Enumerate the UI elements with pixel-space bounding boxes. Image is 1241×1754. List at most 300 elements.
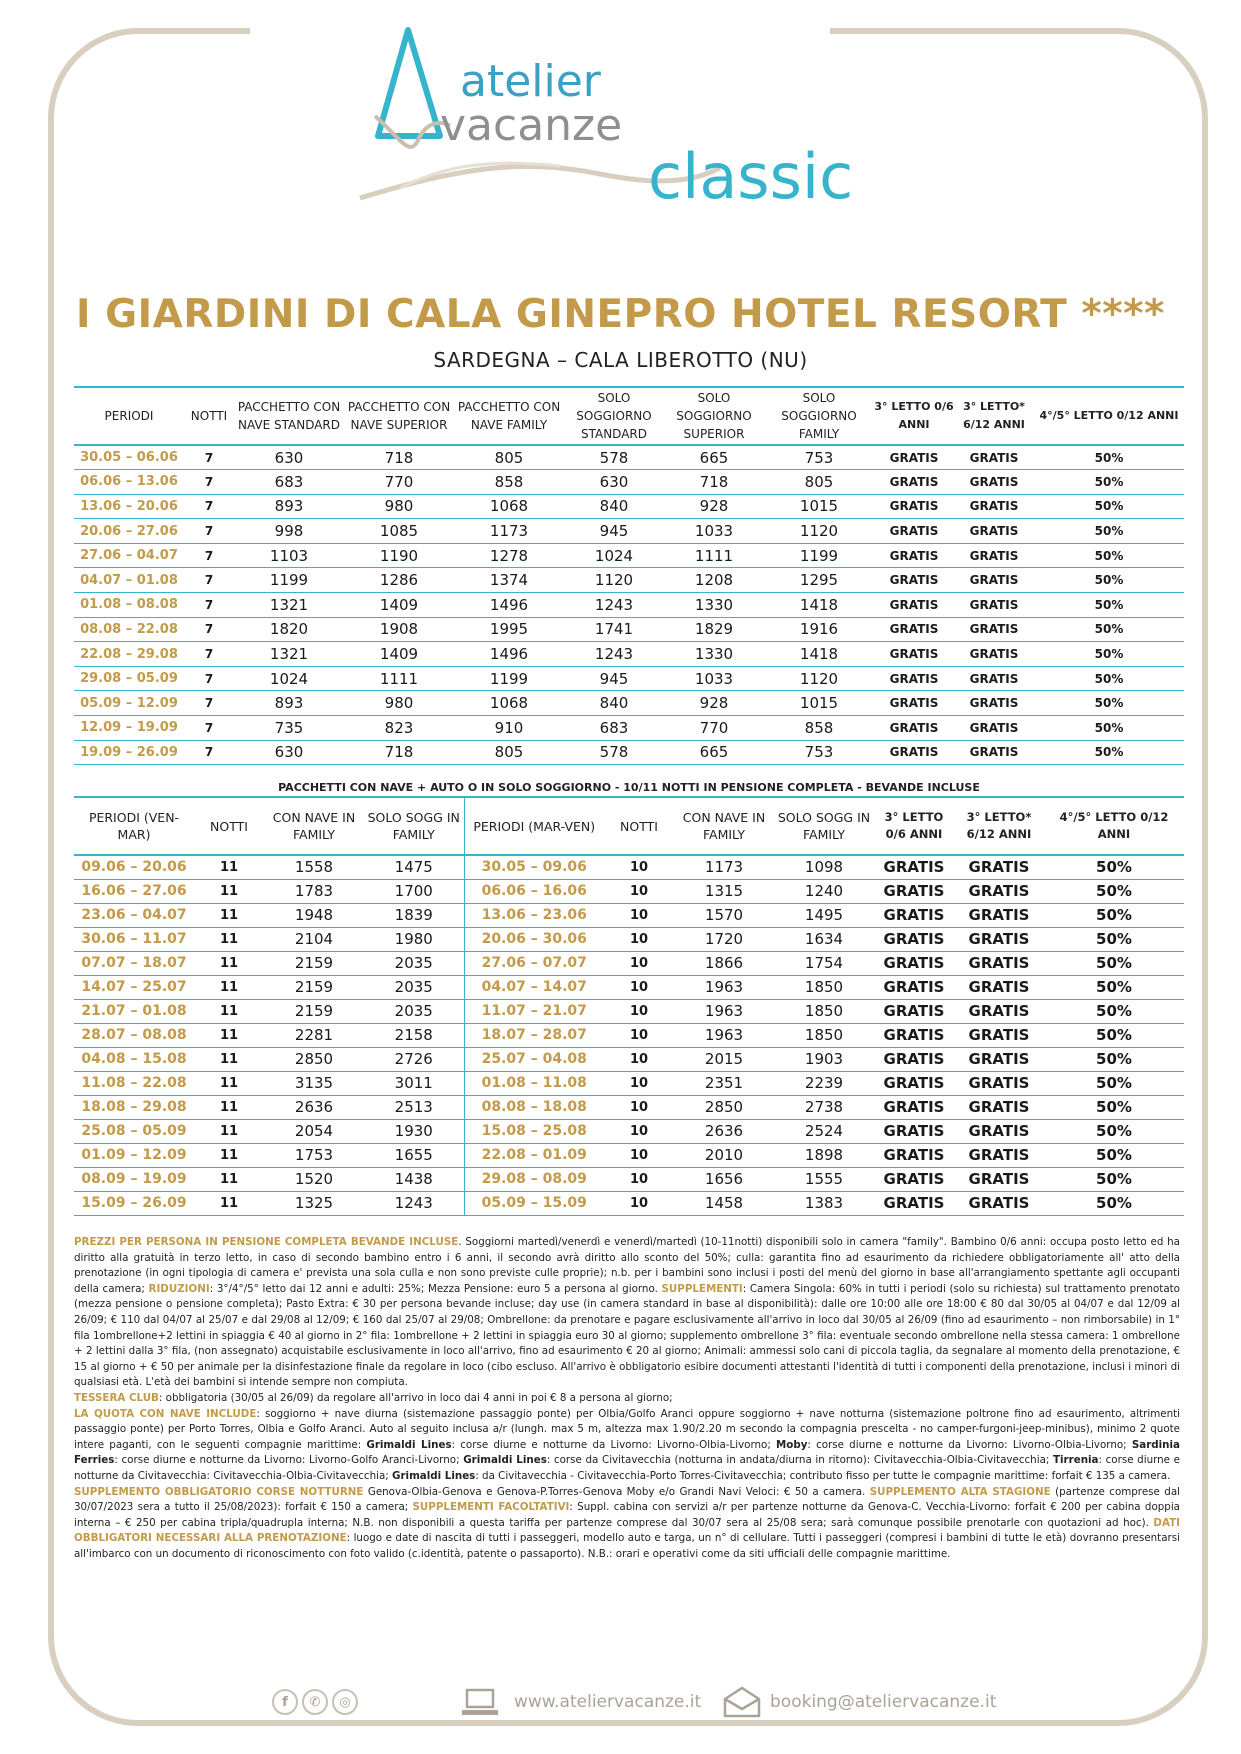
table-row — [74, 519, 1184, 544]
table-cell: 1315 — [704, 882, 744, 900]
table-cell: 1024 — [269, 669, 309, 688]
table-cell: 7 — [204, 548, 214, 563]
notes-bold: Tirrenia — [1053, 1454, 1099, 1467]
table-cell: 1321 — [269, 645, 309, 664]
table-cell: 1015 — [799, 497, 839, 516]
table-cell: 805 — [804, 472, 834, 491]
notes-text: : corse diurne e notturne da Livorno: Livorno-Olbia-Livorno; — [807, 1438, 1132, 1451]
table-cell: GRATIS — [968, 882, 1030, 900]
whatsapp-icon[interactable]: ✆ — [302, 1689, 328, 1715]
table-cell: GRATIS — [883, 1122, 945, 1140]
table-cell: 11 — [219, 883, 239, 899]
table-cell: GRATIS — [968, 858, 1030, 877]
table-cell: 22.08 – 29.08 — [80, 646, 178, 662]
table-cell: 2524 — [804, 1122, 844, 1140]
table-cell: 10 — [629, 1099, 649, 1115]
table-cell: 1199 — [799, 546, 839, 565]
notes-heading: DATI OBBLIGATORI NECESSARI ALLA PRENOTAZIONE — [74, 1516, 1180, 1545]
table-cell: GRATIS — [883, 1170, 945, 1188]
table-cell: 3135 — [294, 1074, 334, 1092]
table-cell: 2726 — [394, 1050, 433, 1068]
table-cell: 04.07 – 14.07 — [464, 975, 604, 999]
column-header: NOTTI — [210, 818, 248, 834]
table-cell: GRATIS — [883, 1026, 945, 1044]
table-cell: 29.08 – 08.09 — [464, 1167, 604, 1191]
table-cell: 753 — [804, 448, 834, 467]
table-cell: 7 — [204, 720, 214, 735]
table-cell: 11.08 – 22.08 — [81, 1075, 187, 1091]
table-row — [74, 903, 1184, 927]
table-cell: 29.08 – 05.09 — [80, 671, 178, 687]
notes-text: Genova-Olbia-Genova e Genova-P.Torres-Genova Moby e/o Grandi Navi Veloci: € 50 a camera. — [363, 1485, 870, 1498]
table-cell: 1839 — [394, 906, 433, 924]
table-cell: 50% — [1094, 548, 1124, 563]
table-cell: 08.09 – 19.09 — [81, 1171, 187, 1187]
table-cell: 805 — [494, 448, 524, 467]
notes-bold: Grimaldi Lines — [366, 1438, 452, 1451]
table-cell: 893 — [274, 694, 304, 713]
table-cell: 2035 — [394, 954, 433, 972]
table-cell: 10 — [629, 907, 649, 923]
table-cell: 1068 — [489, 497, 529, 516]
table-row — [74, 1071, 1184, 1095]
table-cell: 7 — [204, 597, 214, 612]
table-cell: 998 — [274, 522, 304, 541]
table-cell: 1866 — [704, 954, 744, 972]
table-cell: 50% — [1096, 1026, 1132, 1044]
notes-text: : corse da Civitavecchia (notturna in andata/diurna in ritorno): Civitavecchia-Olbia-Civitavecchia; — [546, 1454, 1053, 1467]
table-cell: 1850 — [804, 1002, 844, 1020]
table-cell: 11 — [219, 1147, 239, 1163]
table-cell: 1243 — [594, 645, 634, 664]
table-cell: 2239 — [804, 1074, 844, 1092]
table-cell: 1903 — [804, 1050, 844, 1068]
table-cell: GRATIS — [969, 647, 1019, 662]
table-cell: 1754 — [804, 954, 844, 972]
table-row — [74, 927, 1184, 951]
table-cell: 1120 — [799, 522, 839, 541]
table-cell: 718 — [384, 743, 414, 762]
table-cell: 30.06 – 11.07 — [81, 931, 187, 947]
table-cell: 06.06 – 13.06 — [80, 474, 178, 490]
table-row — [74, 999, 1184, 1023]
table-cell: 10 — [629, 955, 649, 971]
table-cell: 1409 — [379, 645, 419, 664]
table-cell: 1655 — [394, 1146, 433, 1164]
notes-heading: TESSERA CLUB — [74, 1391, 159, 1404]
table-cell: 7 — [204, 622, 214, 637]
table-cell: 805 — [494, 743, 524, 762]
table-cell: 10 — [629, 1075, 649, 1091]
table-cell: 13.06 – 20.06 — [80, 498, 178, 514]
table-cell: 910 — [494, 718, 524, 737]
table-cell: 05.09 – 12.09 — [80, 695, 178, 711]
table-cell: 2636 — [704, 1122, 744, 1140]
table-cell: 840 — [599, 694, 629, 713]
notes-heading: RIDUZIONI — [148, 1282, 210, 1295]
table-row — [74, 470, 1184, 495]
notes-bold: Moby — [776, 1438, 808, 1451]
table-cell: 1033 — [694, 669, 734, 688]
table-cell: 1085 — [379, 522, 419, 541]
table-cell: 2850 — [704, 1098, 744, 1116]
footer — [0, 1682, 1241, 1722]
table-cell: 1409 — [379, 595, 419, 614]
table-cell: 1278 — [489, 546, 529, 565]
table-cell: 2636 — [294, 1098, 334, 1116]
column-header: SOLO SOGGIORNO FAMILY — [781, 391, 857, 441]
table-row — [74, 666, 1184, 691]
table-cell: 1475 — [394, 858, 433, 877]
table-cell: 06.06 – 16.06 — [464, 879, 604, 903]
table-cell: 770 — [384, 472, 414, 491]
table-cell: 1700 — [394, 882, 433, 900]
table-cell: 1120 — [594, 571, 634, 590]
notes-text: : da Civitavecchia - Civitavecchia-Porto Torres-Civitavecchia; contributo fisso per tutte le compagnie marittime: forfait € 135 a camera. — [475, 1469, 1171, 1482]
table-cell: 11.07 – 21.07 — [464, 999, 604, 1023]
column-header: PERIODI (VEN-MAR) — [88, 810, 180, 842]
table-cell: 1948 — [294, 906, 334, 924]
table-cell: 10 — [629, 1123, 649, 1139]
column-header: CON NAVE IN FAMILY — [682, 810, 766, 842]
table-cell: 18.08 – 29.08 — [81, 1099, 187, 1115]
table-cell: 1418 — [799, 595, 839, 614]
table-cell: 823 — [384, 718, 414, 737]
website-url: www.ateliervacanze.it — [514, 1692, 702, 1712]
table-cell: 1753 — [294, 1146, 334, 1164]
notes-text: : luogo e date di nascita di tutti i passeggeri, modello auto e targa, un n° di cellulare. Tutti i passeggeri (compresi i bambini di tutte le età) dovranno presentarsi all'imbarco con un documento di riconoscimento con foto valido (c.identità, patente o passaporto). N.B.: orari e operativi come da siti ufficiali delle compagnie marittime. — [74, 1532, 1180, 1560]
notes-text: : soggiorno + nave diurna (sistemazione passaggio ponte) per Olbia/Golfo Aranci oppure soggiorno + nave notturna (sistemazione poltrone fino ad esaurimento, altrimenti passaggio ponte) per Porto Torres, Olbia e Golfo Aranci. Auto al seguito inclusa a/r (lungh. max 5 m, altezza max 1.90/2.20 m secondo la compagnia prescelta - no camper-furgoni-jeep-minibus), minimo 2 quote intere paganti, con le seguenti compagnie marittime: — [74, 1407, 1181, 1451]
table-row — [74, 1143, 1184, 1167]
table-cell: 11 — [219, 1123, 239, 1139]
table-cell: 1898 — [804, 1146, 844, 1164]
table-cell: 630 — [274, 448, 304, 467]
table-cell: 50% — [1094, 622, 1124, 637]
table-cell: 1418 — [799, 645, 839, 664]
table-cell: 1520 — [294, 1170, 334, 1188]
email-address: booking@ateliervacanze.it — [770, 1692, 997, 1712]
table-cell: GRATIS — [968, 1122, 1030, 1140]
table-cell: GRATIS — [883, 1146, 945, 1164]
table-cell: 04.08 – 15.08 — [81, 1051, 187, 1067]
table-cell: GRATIS — [969, 597, 1019, 612]
table-cell: 718 — [699, 472, 729, 491]
table-cell: GRATIS — [889, 474, 939, 489]
brand-logo — [340, 18, 900, 218]
table-cell: 09.06 – 20.06 — [81, 859, 187, 876]
table-cell: 10 — [629, 1051, 649, 1067]
table-cell: GRATIS — [889, 622, 939, 637]
notes-text: : obbligatoria (30/05 al 26/09) da regolare all'arrivo in loco dai 4 anni in poi € 8 a persona al giorno; — [158, 1391, 673, 1404]
table-cell: 2015 — [704, 1050, 744, 1068]
table-cell: 2281 — [294, 1026, 334, 1044]
table-cell: 945 — [599, 669, 629, 688]
table-row — [74, 716, 1184, 741]
table-cell: 50% — [1094, 720, 1124, 735]
table-cell: 1068 — [489, 694, 529, 713]
table-cell: 1741 — [594, 620, 634, 639]
table-cell: 16.06 – 27.06 — [81, 883, 187, 899]
table-cell: 7 — [204, 524, 214, 539]
notes-heading: SUPPLEMENTO OBBLIGATORIO CORSE NOTTURNE — [74, 1485, 364, 1498]
table-cell: 945 — [599, 522, 629, 541]
table2-caption: PACCHETTI CON NAVE + AUTO O IN SOLO SOGGIORNO - 10/11 NOTTI IN PENSIONE COMPLETA - BEVANDE INCLUSE — [278, 781, 980, 794]
notes-text: : corse diurne e notturne da Civitavecchia: Civitavecchia-Olbia-Civitavecchia; — [74, 1454, 1180, 1482]
table-cell: 50% — [1094, 474, 1124, 489]
table-cell: 18.07 – 28.07 — [464, 1023, 604, 1047]
column-header: PACCHETTO CON NAVE SUPERIOR — [347, 400, 451, 432]
table-cell: 15.08 – 25.08 — [464, 1119, 604, 1143]
table-cell: 50% — [1096, 1194, 1132, 1212]
table-cell: 1321 — [269, 595, 309, 614]
table-cell: GRATIS — [883, 906, 945, 924]
table-cell: 10 — [629, 979, 649, 995]
table-cell: 1850 — [804, 1026, 844, 1044]
brand-word-classic: classic — [648, 140, 854, 213]
table-cell: GRATIS — [883, 1050, 945, 1068]
table-cell: 2513 — [394, 1098, 433, 1116]
website-link[interactable] — [460, 1682, 701, 1722]
column-header: NOTTI — [190, 409, 228, 423]
table-cell: GRATIS — [968, 1026, 1030, 1044]
table-cell: 50% — [1096, 882, 1132, 900]
table-cell: GRATIS — [889, 671, 939, 686]
table-cell: 12.09 – 19.09 — [80, 720, 178, 736]
table-row — [74, 1095, 1184, 1119]
table-cell: 980 — [384, 694, 414, 713]
table-cell: 11 — [219, 1051, 239, 1067]
table-cell: 1908 — [379, 620, 419, 639]
table-cell: 50% — [1094, 671, 1124, 686]
notes-paragraph — [74, 1485, 1180, 1563]
notes-text: . Soggiorni martedì/venerdì e venerdì/martedì (10-11notti) disponibili solo in camera "family". Bambino 0/6 anni: occupa posto letto ed ha diritto alla gratuità in terzo letto, in caso di secondo bambino entro i 6 anni, il secondo avrà diritto allo sconto del 50%; culla: garantita fino ad esaurimento da richiedere obbligatoriamente all' atto della prenotazione (in ogni tipologia di camera e' prevista una sola culla e non sono previste culle proprie); n.b. per i bambini sono inclusi i posti del menù del giorno in base all'arrangiamento spettante agli occupanti della camera; — [74, 1236, 1180, 1295]
table-row — [74, 879, 1184, 903]
table-cell: 50% — [1096, 906, 1132, 924]
table-cell: GRATIS — [969, 696, 1019, 711]
table-cell: 735 — [274, 718, 304, 737]
table-cell: 08.08 – 18.08 — [464, 1095, 604, 1119]
table-cell: 1199 — [269, 571, 309, 590]
table-cell: 50% — [1096, 978, 1132, 996]
table-cell: 2738 — [804, 1098, 844, 1116]
table-cell: 7 — [204, 573, 214, 588]
table-cell: 50% — [1096, 1074, 1132, 1092]
table-cell: 7 — [204, 450, 214, 465]
table-cell: 1033 — [694, 522, 734, 541]
table-cell: 1458 — [704, 1194, 744, 1212]
table-cell: 50% — [1094, 696, 1124, 711]
column-header: SOLO SOGG IN FAMILY — [367, 810, 460, 842]
table-cell: GRATIS — [969, 499, 1019, 514]
price-table-10-11-nights — [74, 796, 1184, 1216]
table-row — [74, 1047, 1184, 1071]
laptop-icon — [460, 1686, 500, 1718]
table-cell: 1495 — [804, 906, 844, 924]
notes-text: : Suppl. cabina con servizi a/r per partenze notturne da Genova-C. Vecchia-Livorno: forfait € 200 per cabina doppia interna – € 250 per cabina tripla/quadrupla interna; N.B. non disponibili a questa tariffa per partenze comprese dal 30/07 sera al 25/08 sera; sarà comunque possibile prenotarle con quotazioni ad hoc). — [74, 1501, 1180, 1529]
table-cell: 50% — [1094, 450, 1124, 465]
table-cell: 21.07 – 01.08 — [81, 1003, 187, 1019]
table-cell: GRATIS — [968, 906, 1030, 924]
notes-heading: SUPPLEMENTI — [661, 1282, 743, 1295]
table-cell: 630 — [274, 743, 304, 762]
table-cell: 10 — [629, 1027, 649, 1043]
table-cell: GRATIS — [883, 978, 945, 996]
table-cell: 1173 — [704, 858, 744, 877]
table-cell: GRATIS — [968, 1074, 1030, 1092]
notes-text: (partenze comprese dal 30/07/2023 sera a tutto il 25/08/2023): forfait € 150 a camera; — [74, 1485, 1180, 1514]
table-cell: 25.08 – 05.09 — [81, 1123, 187, 1139]
table-cell: 15.09 – 26.09 — [81, 1195, 187, 1211]
table-cell: GRATIS — [968, 1050, 1030, 1068]
table-cell: 11 — [219, 859, 239, 875]
table-cell: 08.08 – 22.08 — [80, 621, 178, 637]
table-cell: GRATIS — [969, 474, 1019, 489]
table-cell: 11 — [219, 979, 239, 995]
price-table-7-nights — [74, 386, 1184, 765]
terms-notes — [74, 1235, 1180, 1562]
table-cell: 1103 — [269, 546, 309, 565]
table-cell: 7 — [204, 671, 214, 686]
table-cell: 2158 — [394, 1026, 433, 1044]
table-row — [74, 445, 1184, 470]
table-cell: 27.06 – 04.07 — [80, 548, 178, 564]
table-cell: 11 — [219, 1027, 239, 1043]
table-cell: 665 — [699, 743, 729, 762]
column-header: 3° LETTO* 6/12 ANNI — [966, 810, 1032, 841]
table-cell: 1963 — [704, 978, 744, 996]
column-header: PERIODI — [104, 409, 154, 423]
table-cell: 1243 — [594, 595, 634, 614]
table-cell: 2159 — [294, 978, 334, 996]
column-header: 4°/5° LETTO 0/12 ANNI — [1059, 810, 1169, 841]
table-cell: 858 — [804, 718, 834, 737]
column-header: PERIODI (MAR-VEN) — [464, 797, 604, 855]
table-cell: 2035 — [394, 978, 433, 996]
table-header-row — [74, 797, 1184, 855]
table-cell: GRATIS — [969, 548, 1019, 563]
table-cell: 04.07 – 01.08 — [80, 572, 178, 588]
table-cell: GRATIS — [968, 954, 1030, 972]
table-row — [74, 642, 1184, 667]
table-cell: 10 — [629, 1195, 649, 1211]
table-cell: 1438 — [394, 1170, 433, 1188]
table-cell: 1963 — [704, 1026, 744, 1044]
table-cell: 2351 — [704, 1074, 744, 1092]
table-cell: 50% — [1094, 499, 1124, 514]
table-cell: GRATIS — [969, 524, 1019, 539]
table-cell: 25.07 – 04.08 — [464, 1047, 604, 1071]
table-cell: 50% — [1096, 1170, 1132, 1188]
table-cell: GRATIS — [889, 720, 939, 735]
table-cell: 50% — [1096, 1002, 1132, 1020]
table-cell: GRATIS — [969, 450, 1019, 465]
table-header-row — [74, 387, 1184, 445]
table-cell: 01.08 – 11.08 — [464, 1071, 604, 1095]
table-cell: 50% — [1096, 1122, 1132, 1140]
table-cell: GRATIS — [968, 1170, 1030, 1188]
table-cell: 11 — [219, 955, 239, 971]
table-cell: 2104 — [294, 930, 334, 948]
table-cell: GRATIS — [889, 573, 939, 588]
table-cell: GRATIS — [889, 548, 939, 563]
table-cell: 683 — [274, 472, 304, 491]
table-cell: 50% — [1096, 930, 1132, 948]
table-cell: 13.06 – 23.06 — [464, 903, 604, 927]
email-link[interactable] — [722, 1682, 996, 1722]
table-row — [74, 1191, 1184, 1215]
table-cell: 1558 — [294, 858, 334, 877]
notes-bold: Grimaldi Lines — [392, 1469, 476, 1482]
table-cell: 1098 — [804, 858, 844, 877]
table-cell: 50% — [1094, 647, 1124, 662]
table-cell: 50% — [1094, 745, 1124, 760]
table-cell: 10 — [629, 859, 649, 875]
location-subtitle: SARDEGNA – CALA LIBEROTTO (NU) — [433, 348, 808, 372]
table-cell: GRATIS — [968, 978, 1030, 996]
table-cell: 578 — [599, 448, 629, 467]
table-cell: 1820 — [269, 620, 309, 639]
column-header: SOLO SOGG IN FAMILY — [777, 810, 871, 842]
table-cell: 1720 — [704, 930, 744, 948]
table-cell: 20.06 – 27.06 — [80, 523, 178, 539]
table-cell: 718 — [384, 448, 414, 467]
table-row — [74, 617, 1184, 642]
notes-paragraph — [74, 1407, 1180, 1485]
table-cell: 2159 — [294, 954, 334, 972]
table-cell: 10 — [629, 1003, 649, 1019]
table-cell: 50% — [1096, 1050, 1132, 1068]
facebook-icon[interactable]: f — [272, 1689, 298, 1715]
table-cell: 07.07 – 18.07 — [81, 955, 187, 971]
table-cell: 1963 — [704, 1002, 744, 1020]
column-header: PACCHETTO CON NAVE STANDARD — [237, 400, 341, 432]
table-cell: 10 — [629, 1147, 649, 1163]
table-row — [74, 1119, 1184, 1143]
table-cell: GRATIS — [969, 622, 1019, 637]
table-row — [74, 593, 1184, 618]
table-cell: 10 — [629, 1171, 649, 1187]
column-header: SOLO SOGGIORNO STANDARD — [576, 391, 652, 441]
table-cell: 770 — [699, 718, 729, 737]
table-cell: GRATIS — [889, 450, 939, 465]
instagram-icon[interactable]: ◎ — [332, 1689, 358, 1715]
table-cell: GRATIS — [889, 745, 939, 760]
table-cell: 1199 — [489, 669, 529, 688]
table-cell: 19.09 – 26.09 — [80, 744, 178, 760]
table-cell: 1330 — [694, 645, 734, 664]
table-cell: 980 — [384, 497, 414, 516]
table-cell: 1656 — [704, 1170, 744, 1188]
table-cell: GRATIS — [889, 696, 939, 711]
table-cell: 1015 — [799, 694, 839, 713]
table-cell: 50% — [1096, 1146, 1132, 1164]
table-cell: GRATIS — [889, 647, 939, 662]
table-cell: 2054 — [294, 1122, 334, 1140]
table-cell: GRATIS — [969, 573, 1019, 588]
table-cell: 11 — [219, 1099, 239, 1115]
table-row — [74, 1167, 1184, 1191]
table-cell: 10 — [629, 883, 649, 899]
table-cell: 50% — [1094, 597, 1124, 612]
table-cell: 11 — [219, 907, 239, 923]
notes-heading: SUPPLEMENTO ALTA STAGIONE — [869, 1485, 1051, 1498]
table-cell: 11 — [219, 1171, 239, 1187]
table-cell: 11 — [219, 1003, 239, 1019]
table-cell: 7 — [204, 696, 214, 711]
table-cell: 11 — [219, 1075, 239, 1091]
table-cell: GRATIS — [883, 1194, 945, 1212]
table-cell: 7 — [204, 647, 214, 662]
